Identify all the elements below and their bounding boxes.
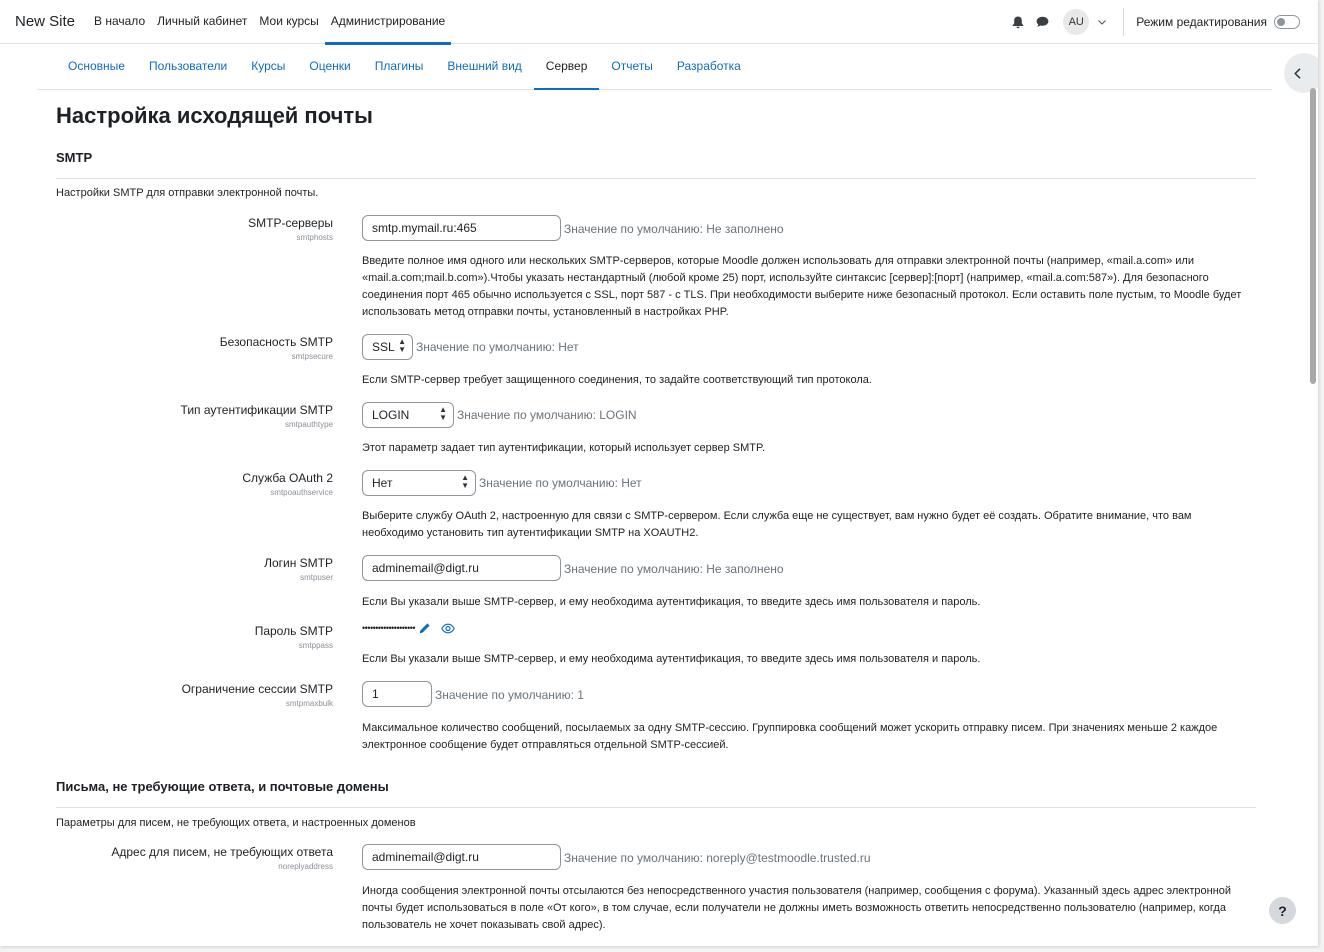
tab-users[interactable]: Пользователи	[148, 59, 228, 73]
setting-description: Выберите службу OAuth 2, настроенную для связи с SMTP-сервером. Если служба еще не существует, вам нужно будет её создать. Обратите внимание, что вам необходимо установить тип аутентификации SMTP на XOAUTH2.	[362, 510, 1192, 539]
nav-dashboard[interactable]: Личный кабинет	[157, 14, 248, 28]
setting-description: Если SMTP-сервер требует защищенного соединения, то задайте соответствующий тип протокола.	[362, 374, 872, 386]
tab-general[interactable]: Основные	[68, 59, 125, 73]
setting-description: Иногда сообщения электронной почты отсылаются без непосредственного участия пользователя (например, сообщения с форума). Указанный здесь адрес электронной почты будет использоваться в поле «От кого», в том случае, если получатели не должны иметь возможность ответить непосредственно пользователю (например, когда пользователь не хочет показывать свой адрес).	[362, 885, 1232, 931]
tab-reports[interactable]: Отчеты	[611, 59, 653, 73]
setting-label-smtppass: Пароль SMTP smtppass	[254, 624, 333, 650]
edit-mode-toggle[interactable]	[1274, 15, 1300, 29]
setting-description: Максимальное количество сообщений, посылаемых за одну SMTP-сессию. Группировка сообщений может ускорить отправку писем. При значениях меньше 2 каждое электронное сообщение будет отправляться отдельной SMTP-сессией.	[362, 722, 1218, 751]
default-value: Значение по умолчанию: Не заполнено	[564, 562, 784, 576]
default-value: Значение по умолчанию: Нет	[479, 476, 642, 490]
default-value: Значение по умолчанию: LOGIN	[457, 408, 637, 422]
site-brand[interactable]: New Site	[15, 13, 76, 30]
noreplyaddress-input[interactable]: adminemail@digt.ru	[362, 844, 561, 870]
smtpsecure-select[interactable]: SSL ▲ ▼	[362, 334, 413, 360]
chevron-down-icon[interactable]	[1095, 15, 1109, 29]
smtpauthtype-select[interactable]: LOGIN ▲ ▼	[362, 402, 454, 428]
default-value: Значение по умолчанию: Не заполнено	[564, 222, 784, 236]
sort-arrows-icon: ▲ ▼	[439, 405, 447, 422]
section-heading-noreply: Письма, не требующие ответа, и почтовые домены	[56, 779, 389, 794]
nav-site-admin[interactable]: Администрирование	[325, 0, 451, 45]
section-heading-smtp: SMTP	[56, 150, 93, 165]
setting-description: Если Вы указали выше SMTP-сервер, и ему необходима аутентификация, то введите здесь имя пользователя и пароль.	[362, 596, 981, 608]
setting-label-smtpoauthservice: Служба OAuth 2 smtpoauthservice	[242, 471, 333, 497]
divider	[56, 807, 1256, 808]
default-value: Значение по умолчанию: 1	[435, 688, 584, 702]
masked-password[interactable]: ••••••••••••••••••••	[362, 623, 416, 633]
sort-arrows-icon: ▲ ▼	[398, 337, 406, 354]
nav-home[interactable]: В начало	[94, 14, 146, 28]
pencil-icon[interactable]	[419, 622, 431, 634]
tab-server[interactable]: Сервер	[534, 45, 600, 90]
setting-label-smtpuser: Логин SMTP smtpuser	[264, 556, 333, 582]
secondary-navigation	[38, 45, 1272, 90]
smtpuser-input[interactable]: adminemail@digt.ru	[362, 555, 561, 581]
tab-grades[interactable]: Оценки	[309, 59, 351, 73]
primary-navigation	[88, 0, 451, 44]
smtpmaxbulk-input[interactable]: 1	[362, 681, 432, 707]
navbar-user-area	[1003, 0, 1300, 44]
tab-development[interactable]: Разработка	[676, 59, 741, 73]
eye-icon[interactable]	[441, 623, 455, 634]
edit-mode-label: Режим редактирования	[1136, 15, 1267, 29]
help-button[interactable]: ?	[1269, 897, 1296, 924]
default-value: Значение по умолчанию: noreply@testmoodle.trusted.ru	[564, 851, 871, 865]
sort-arrows-icon: ▲ ▼	[461, 473, 469, 490]
navbar-divider	[1123, 8, 1124, 36]
chat-bubble-icon[interactable]	[1033, 13, 1051, 31]
top-navbar	[0, 0, 1318, 44]
section-description: Параметры для писем, не требующих ответа, и настроенных доменов	[56, 817, 416, 829]
nav-my-courses[interactable]: Мои курсы	[259, 14, 319, 28]
divider	[56, 178, 1256, 179]
page-title: Настройка исходящей почты	[56, 103, 373, 128]
setting-description: Этот параметр задает тип аутентификации, который использует сервер SMTP.	[362, 442, 765, 454]
setting-label-smtpmaxbulk: Ограничение сессии SMTP smtpmaxbulk	[181, 682, 333, 708]
tab-appearance[interactable]: Внешний вид	[447, 59, 522, 73]
chevron-left-icon	[1294, 68, 1301, 79]
default-value: Значение по умолчанию: Нет	[416, 340, 579, 354]
setting-description: Если Вы указали выше SMTP-сервер, и ему необходима аутентификация, то введите здесь имя пользователя и пароль.	[362, 653, 981, 665]
smtppass-field	[362, 622, 455, 634]
drawer-toggle-button[interactable]	[1284, 53, 1318, 93]
page-scrollbar[interactable]	[1310, 88, 1316, 384]
smtphosts-input[interactable]: smtp.mymail.ru:465	[362, 215, 561, 241]
smtpoauthservice-select[interactable]: Нет ▲ ▼	[362, 470, 476, 496]
tab-plugins[interactable]: Плагины	[374, 59, 424, 73]
setting-label-smtpsecure: Безопасность SMTP smtpsecure	[219, 335, 333, 361]
setting-description: Введите полное имя одного или нескольких SMTP-серверов, которые Moodle должен использовать для отправки электронной почты (например, «mail.a.com» или «mail.a.com;mail.b.com»).Чтобы указать нестандартный (любой кроме 25) порт, используйте синтаксис [сервер]:[порт] (например, «mail.a.com:587»). Для безопасного соединения порт 465 обычно используется с SSL, порт 587 - с TLS. При необходимости выберите ниже безопасный протокол. Если оставить поле пустым, то Moodle будет использовать метод отправки почты, установленный в настройках PHP.	[362, 255, 1242, 318]
section-description: Настройки SMTP для отправки электронной почты.	[56, 187, 319, 199]
setting-label-smtpauthtype: Тип аутентификации SMTP smtpauthtype	[180, 403, 333, 429]
setting-label-smtphosts: SMTP-серверы smtphosts	[248, 216, 333, 242]
setting-label-noreplyaddress: Адрес для писем, не требующих ответа noreplyaddress	[111, 845, 333, 871]
tab-courses[interactable]: Курсы	[251, 59, 286, 73]
bell-icon[interactable]	[1009, 13, 1027, 31]
user-avatar[interactable]: AU	[1063, 9, 1089, 35]
